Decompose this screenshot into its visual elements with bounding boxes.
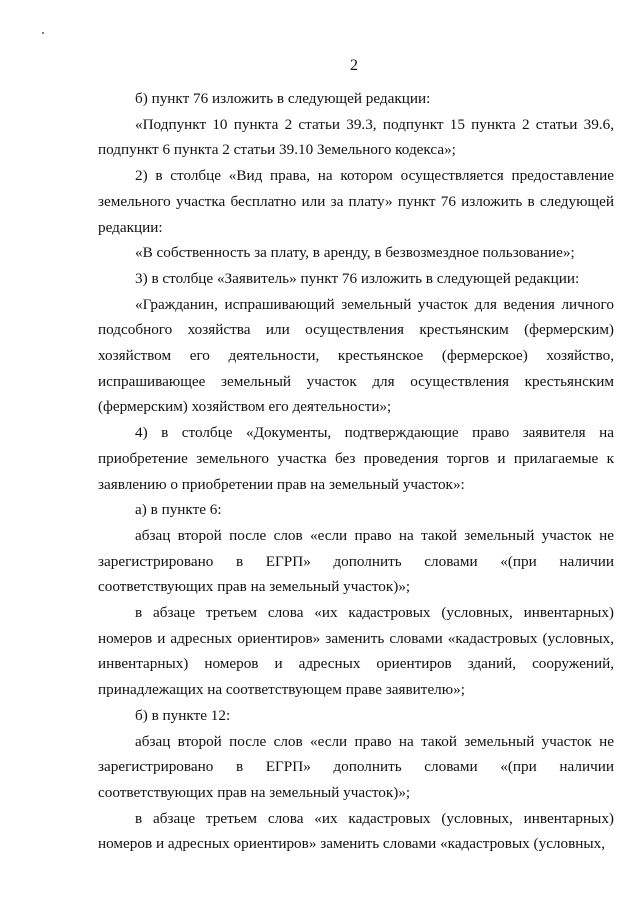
paragraph: в абзаце третьем слова «их кадастровых (условных, инвентарных) номеров и адресных ориентиров» заменить словами «кадастровых (условных, инвентарных) номеров и адресных ориентиров зданий, сооружений, принадлежащих на соответствующем праве заявителю»; [98, 604, 614, 699]
paragraph: 4) в столбце «Документы, подтверждающие право заявителя на приобретение земельного участка без проведения торгов и прилагаемые к заявлению о приобретении прав на земельный участок»: [98, 424, 614, 493]
paragraph: б) пункт 76 изложить в следующей редакции: [135, 90, 431, 107]
paragraph: в абзаце третьем слова «их кадастровых (условных, инвентарных) номеров и адресных ориентиров» заменить словами «кадастровых (условных, [98, 809, 614, 853]
page-number: 2 [350, 57, 358, 74]
paragraph: 3) в столбце «Заявитель» пункт 76 изложить в следующей редакции: [135, 269, 580, 287]
paragraph: «Гражданин, испрашивающий земельный участок для ведения личного подсобного хозяйства или осуществления крестьянским (фермерским) хозяйством его деятельности, крестьянское (фермерское) хозяйство, испрашивающее земельный участок для осуществления крестьянским (фермерским) хозяйством его деятельности»; [98, 295, 614, 416]
scan-speck [42, 32, 44, 34]
paragraph: «В собственность за плату, в аренду, в безвозмездное пользование»; [135, 244, 575, 262]
document-body [98, 86, 614, 857]
paragraph: 2) в столбце «Вид права, на котором осуществляется предоставление земельного участка бесплатно или за плату» пункт 76 изложить в следующей редакции: [98, 167, 614, 236]
paragraph: б) в пункте 12: [135, 706, 231, 724]
paragraph: абзац второй после слов «если право на такой земельный участок не зарегистрировано в ЕГРП» дополнить словами «(при наличии соответствующих прав на земельный участок)»; [98, 526, 614, 596]
paragraph: абзац второй после слов «если право на такой земельный участок не зарегистрировано в ЕГРП» дополнить словами «(при наличии соответствующих прав на земельный участок)»; [98, 732, 614, 801]
paragraph: «Подпункт 10 пункта 2 статьи 39.3, подпункт 15 пункта 2 статьи 39.6, подпункт 6 пункта 2 статьи 39.10 Земельного кодекса»; [98, 115, 614, 159]
paragraph: а) в пункте 6: [135, 501, 222, 519]
